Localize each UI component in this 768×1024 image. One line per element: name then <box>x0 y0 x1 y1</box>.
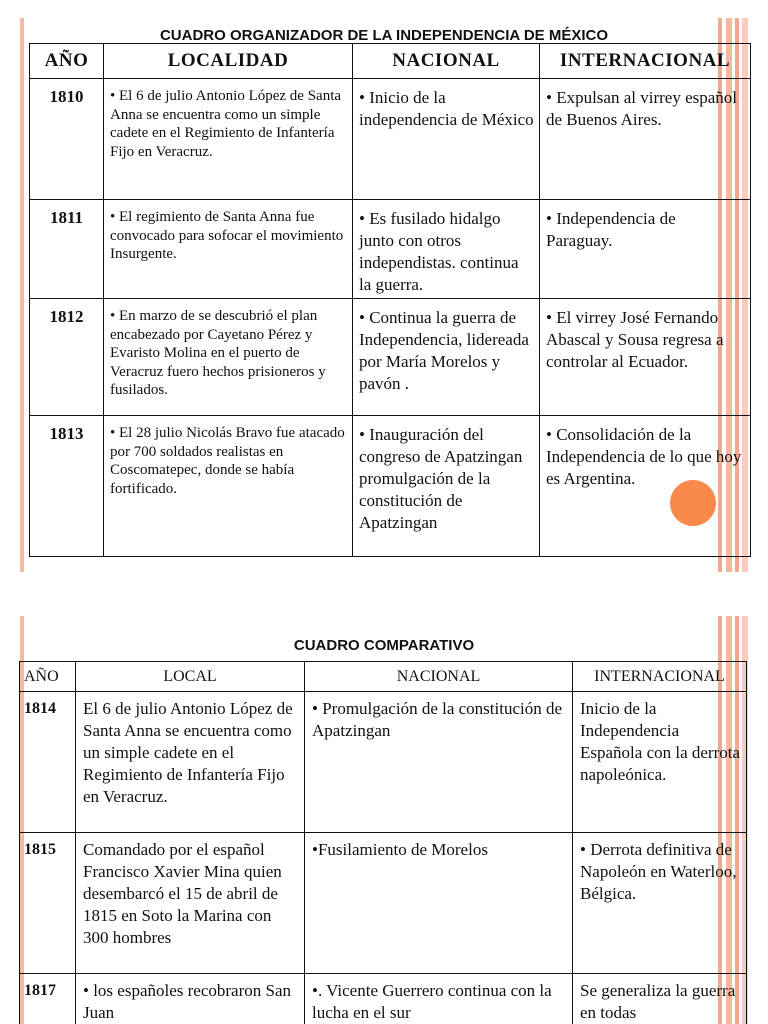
year-cell: 1812 <box>30 299 104 416</box>
header-local: LOCAL <box>76 662 305 692</box>
table-header-row <box>30 44 751 79</box>
local-cell: • En marzo de se descubrió el plan encabezado por Cayetano Pérez y Evaristo Molina en el puerto de Veracruz fuero hechos prisioneros y fusilados. <box>104 299 353 416</box>
national-cell: • Inicio de la independencia de México <box>353 79 540 200</box>
local-cell: • El 6 de julio Antonio López de Santa Anna se encuentra como un simple cadete en el Regimiento de Infantería Fijo en Veracruz. <box>104 79 353 200</box>
slide-comparative-table <box>0 612 768 1024</box>
organizer-table <box>29 43 751 557</box>
international-cell: Se generaliza la guerra en todas <box>573 974 747 1024</box>
header-local: LOCALIDAD <box>104 44 353 79</box>
header-national: NACIONAL <box>353 44 540 79</box>
comparative-table <box>19 661 747 1024</box>
header-international: INTERNACIONAL <box>540 44 751 79</box>
national-cell: • Es fusilado hidalgo junto con otros independistas. continua la guerra. <box>353 200 540 299</box>
table-row <box>30 299 751 416</box>
table-row <box>20 974 747 1024</box>
international-cell: • Expulsan al virrey español de Buenos Aires. <box>540 79 751 200</box>
national-cell: • Inauguración del congreso de Apatzingan promulgación de la constitución de Apatzingan <box>353 416 540 557</box>
header-international: INTERNACIONAL <box>573 662 747 692</box>
table-row <box>30 416 751 557</box>
year-cell: 1813 <box>30 416 104 557</box>
table-row <box>30 200 751 299</box>
table-row <box>20 833 747 974</box>
slide-title: CUADRO COMPARATIVO <box>293 637 475 654</box>
local-cell: • El 28 julio Nicolás Bravo fue atacado por 700 soldados realistas en Coscomatepec, donde se había fortificado. <box>104 416 353 557</box>
header-year: AÑO <box>30 44 104 79</box>
year-cell: 1810 <box>30 79 104 200</box>
local-cell: Comandado por el español Francisco Xavier Mina quien desembarcó el 15 de abril de 1815 en Soto la Marina con 300 hombres <box>76 833 305 974</box>
international-cell: • El virrey José Fernando Abascal y Sousa regresa a controlar al Ecuador. <box>540 299 751 416</box>
international-cell: • Consolidación de la Independencia de lo que hoy es Argentina. <box>540 416 751 557</box>
table-row <box>20 692 747 833</box>
national-cell: •. Vicente Guerrero continua con la lucha en el sur <box>305 974 573 1024</box>
left-decor-stripe <box>20 18 24 572</box>
year-cell: 1817 <box>20 974 76 1024</box>
local-cell: • El regimiento de Santa Anna fue convocado para sofocar el movimiento Insurgente. <box>104 200 353 299</box>
slide-gap <box>0 572 768 612</box>
local-cell: El 6 de julio Antonio López de Santa Anna se encuentra como un simple cadete en el Regimiento de Infantería Fijo en Veracruz. <box>76 692 305 833</box>
header-year: AÑO <box>20 662 76 692</box>
slide-title: CUADRO ORGANIZADOR DE LA INDEPENDENCIA DE MÉXICO <box>159 27 609 44</box>
year-cell: 1815 <box>20 833 76 974</box>
international-cell: • Derrota definitiva de Napoleón en Waterloo, Bélgica. <box>573 833 747 974</box>
header-national: NACIONAL <box>305 662 573 692</box>
international-cell: Inicio de la Independencia Española con la derrota napoleónica. <box>573 692 747 833</box>
national-cell: • Continua la guerra de Independencia, lidereada por María Morelos y pavón . <box>353 299 540 416</box>
international-cell: • Independencia de Paraguay. <box>540 200 751 299</box>
year-cell: 1811 <box>30 200 104 299</box>
national-cell: •Fusilamiento de Morelos <box>305 833 573 974</box>
national-cell: • Promulgación de la constitución de Apatzingan <box>305 692 573 833</box>
table-header-row <box>20 662 747 692</box>
table-row <box>30 79 751 200</box>
local-cell: • los españoles recobraron San Juan <box>76 974 305 1024</box>
orange-circle-decoration <box>670 480 716 526</box>
year-cell: 1814 <box>20 692 76 833</box>
